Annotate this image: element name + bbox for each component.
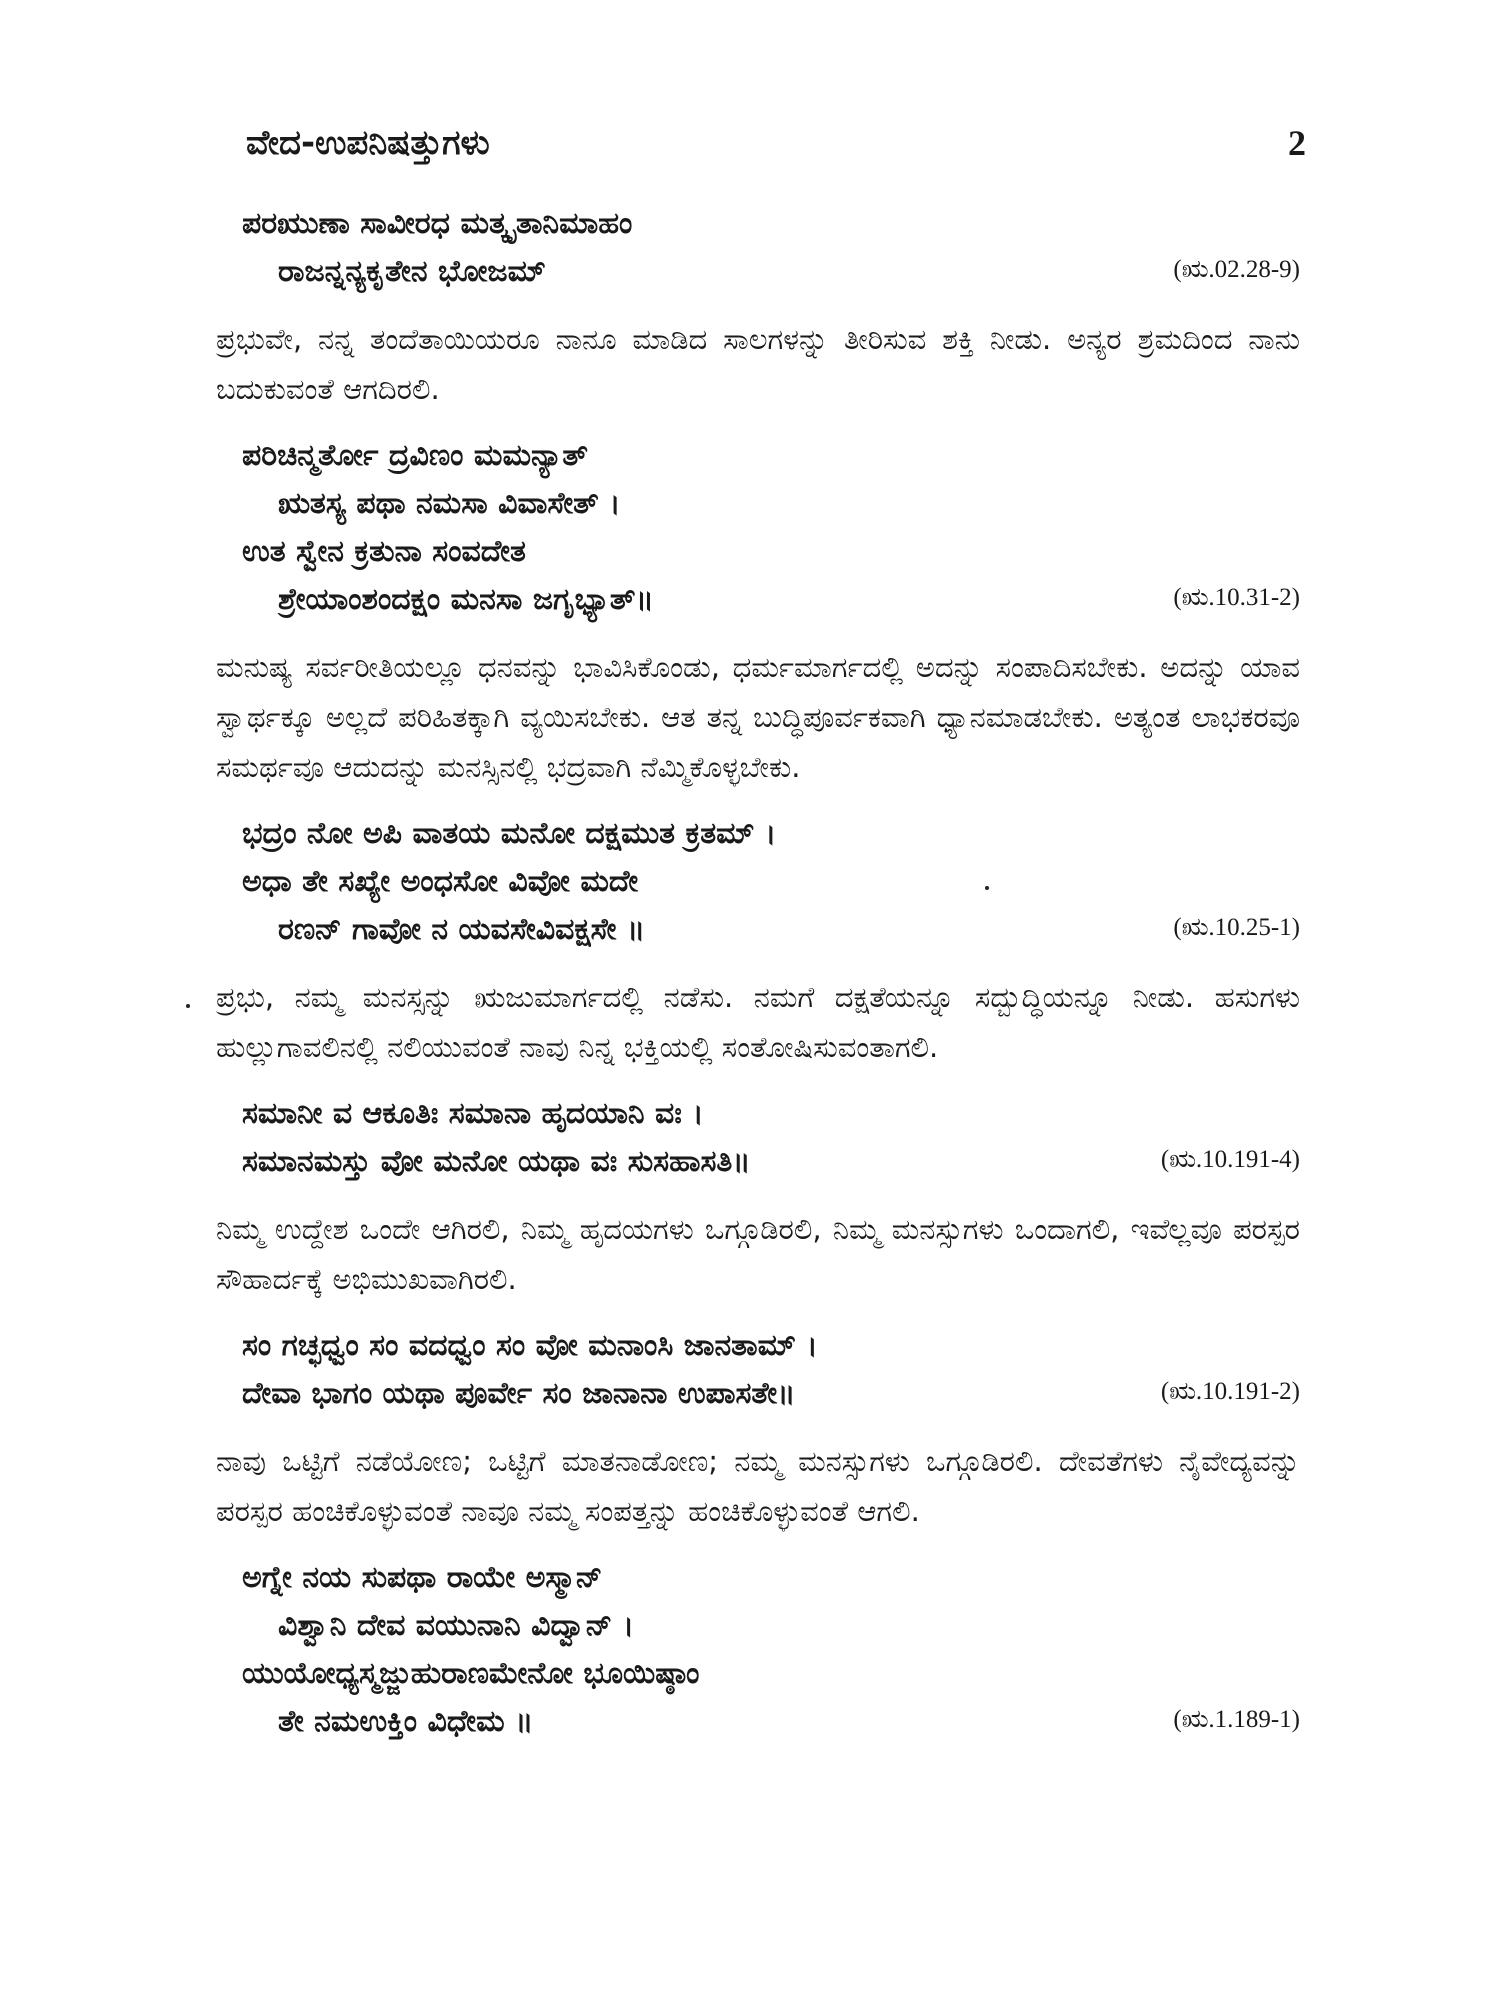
verse-block <box>212 1322 1304 1418</box>
verse-line: ರಾಜನ್ನನ್ಯಕೃತೇನ ಭೋಜಮ್ <box>278 254 546 289</box>
page-body <box>212 200 1304 1764</box>
verse-line: ಯುಯೋಧ್ಯಸ್ಮಜ್ಜುಹುರಾಣಮೇನೋ ಭೂಯಿಷ್ಠಾಂ <box>242 1656 700 1691</box>
scan-speck <box>985 886 989 890</box>
verse-line: ತೇ ನಮಉಕ್ತಿಂ ವಿಧೇಮ ॥ <box>278 1704 534 1739</box>
translation-paragraph: ನಿಮ್ಮ ಉದ್ದೇಶ ಒಂದೇ ಆಗಿರಲಿ, ನಿಮ್ಮ ಹೃದಯಗಳು ಒಗ್ಗೂಡಿರಲಿ, ನಿಮ್ಮ ಮನಸ್ಸುಗಳು ಒಂದಾಗಲಿ, ಇವೆಲ್ಲವೂ ಪರಸ್ಪರ ಸೌಹಾರ್ದಕ್ಕೆ ಅಭಿಮುಖವಾಗಿರಲಿ. <box>216 1212 1300 1296</box>
translation-paragraph: ನಾವು ಒಟ್ಟಿಗೆ ನಡೆಯೋಣ; ಒಟ್ಟಿಗೆ ಮಾತನಾಡೋಣ; ನಮ್ಮ ಮನಸ್ಸುಗಳು ಒಗ್ಗೂಡಿರಲಿ. ದೇವತೆಗಳು ನೈವೇದ್ಯವನ್ನು ಪರಸ್ಪರ ಹಂಚಿಕೊಳ್ಳುವಂತೆ ನಾವೂ ನಮ್ಮ ಸಂಪತ್ತನ್ನು ಹಂಚಿಕೊಳ್ಳುವಂತೆ ಆಗಲಿ. <box>216 1444 1300 1528</box>
verse-line: ಪರಿಚಿನ್ಮರ್ತೋ ದ್ರವಿಣಂ ಮಮನ್ಯಾತ್ <box>242 438 588 473</box>
verse-block <box>212 810 1304 954</box>
verse-line: ಅಧಾ ತೇ ಸಖ್ಯೇ ಅಂಧಸೋ ವಿವೋ ಮದೇ <box>242 864 639 899</box>
verse-reference: (ಋ.1.189-1) <box>1173 1706 1300 1733</box>
verse-line: ಸಂ ಗಚ್ಛಧ್ವಂ ಸಂ ವದಧ್ವಂ ಸಂ ವೋ ಮನಾಂಸಿ ಜಾನತಾಮ್ । <box>242 1328 818 1363</box>
verse-reference: (ಋ.10.25-1) <box>1173 914 1300 941</box>
verse-reference: (ಋ.10.191-2) <box>1160 1378 1300 1405</box>
page-header <box>246 118 1306 178</box>
verse-line: ರಣನ್ ಗಾವೋ ನ ಯವಸೇವಿವಕ್ಷಸೇ ॥ <box>278 912 646 947</box>
verse-block <box>212 1554 1304 1746</box>
verse-reference: (ಋ.10.31-2) <box>1173 584 1300 611</box>
verse-line: ಅಗ್ನೇ ನಯ ಸುಪಥಾ ರಾಯೇ ಅಸ್ಮಾನ್ <box>242 1560 603 1595</box>
translation-paragraph: ಮನುಷ್ಯ ಸರ್ವರೀತಿಯಲ್ಲೂ ಧನವನ್ನು ಭಾವಿಸಿಕೊಂಡು, ಧರ್ಮಮಾರ್ಗದಲ್ಲಿ ಅದನ್ನು ಸಂಪಾದಿಸಬೇಕು. ಅದನ್ನು ಯಾವ ಸ್ವಾರ್ಥಕ್ಕೂ ಅಲ್ಲದೆ ಪರಿಹಿತಕ್ಕಾಗಿ ವ್ಯಯಿಸಬೇಕು. ಆತ ತನ್ನ ಬುದ್ಧಿಪೂರ್ವಕವಾಗಿ ಧ್ಯಾನಮಾಡಬೇಕು. ಅತ್ಯಂತ ಲಾಭಕರವೂ ಸಮರ್ಥವೂ ಆದುದನ್ನು ಮನಸ್ಸಿನಲ್ಲಿ ಭದ್ರವಾಗಿ ನೆಮ್ಮಿಕೊಳ್ಳಬೇಕು. <box>216 650 1300 784</box>
page-number: 2 <box>1288 123 1306 163</box>
verse-line: ವಿಶ್ವಾನಿ ದೇವ ವಯುನಾನಿ ವಿದ್ವಾನ್ । <box>278 1608 635 1643</box>
verse-line: ಸಮಾನೀ ವ ಆಕೂತಿಃ ಸಮಾನಾ ಹೃದಯಾನಿ ವಃ । <box>242 1096 704 1131</box>
verse-reference: (ಋ.10.191-4) <box>1160 1146 1300 1173</box>
translation-paragraph: ಪ್ರಭುವೇ, ನನ್ನ ತಂದೆತಾಯಿಯರೂ ನಾನೂ ಮಾಡಿದ ಸಾಲಗಳನ್ನು ತೀರಿಸುವ ಶಕ್ತಿ ನೀಡು. ಅನ್ಯರ ಶ್ರಮದಿಂದ ನಾನು ಬದುಕುವಂತೆ ಆಗದಿರಲಿ. <box>216 322 1300 406</box>
translation-paragraph: ಪ್ರಭು, ನಮ್ಮ ಮನಸ್ಸನ್ನು ಋಜುಮಾರ್ಗದಲ್ಲಿ ನಡೆಸು. ನಮಗೆ ದಕ್ಷತೆಯನ್ನೂ ಸದ್ಬುದ್ಧಿಯನ್ನೂ ನೀಡು. ಹಸುಗಳು ಹುಲ್ಲುಗಾವಲಿನಲ್ಲಿ ನಲಿಯುವಂತೆ ನಾವು ನಿನ್ನ ಭಕ್ತಿಯಲ್ಲಿ ಸಂತೋಷಿಸುವಂತಾಗಲಿ. <box>216 980 1300 1064</box>
scan-speck <box>186 1004 190 1008</box>
verse-reference: (ಋ.02.28-9) <box>1173 256 1300 283</box>
verse-line: ಪರಋುಣಾ ಸಾವೀರಧ ಮತ್ಕೃತಾನಿಮಾಹಂ <box>242 206 633 241</box>
running-title: ವೇದ-ಉಪನಿಷತ್ತುಗಳು <box>246 123 490 163</box>
verse-line: ದೇವಾ ಭಾಗಂ ಯಥಾ ಪೂರ್ವೇ ಸಂ ಜಾನಾನಾ ಉಪಾಸತೇ॥ <box>242 1376 796 1411</box>
verse-line: ಭದ್ರಂ ನೋ ಅಪಿ ವಾತಯ ಮನೋ ದಕ್ಷಮುತ ಕ್ರತಮ್ । <box>242 816 777 851</box>
verse-line: ಸಮಾನಮಸ್ತು ವೋ ಮನೋ ಯಥಾ ವಃ ಸುಸಹಾಸತಿ॥ <box>242 1144 751 1179</box>
verse-block <box>212 1090 1304 1186</box>
verse-block <box>212 432 1304 624</box>
verse-line: ಉತ ಸ್ವೇನ ಕ್ರತುನಾ ಸಂವದೇತ <box>242 534 526 569</box>
verse-block <box>212 200 1304 296</box>
verse-line: ಶ್ರೇಯಾಂಶಂದಕ್ಷಂ ಮನಸಾ ಜಗೃಭ್ಯಾತ್॥ <box>278 582 654 617</box>
verse-line: ಋತಸ್ಯ ಪಥಾ ನಮಸಾ ವಿವಾಸೇತ್ । <box>278 486 621 521</box>
